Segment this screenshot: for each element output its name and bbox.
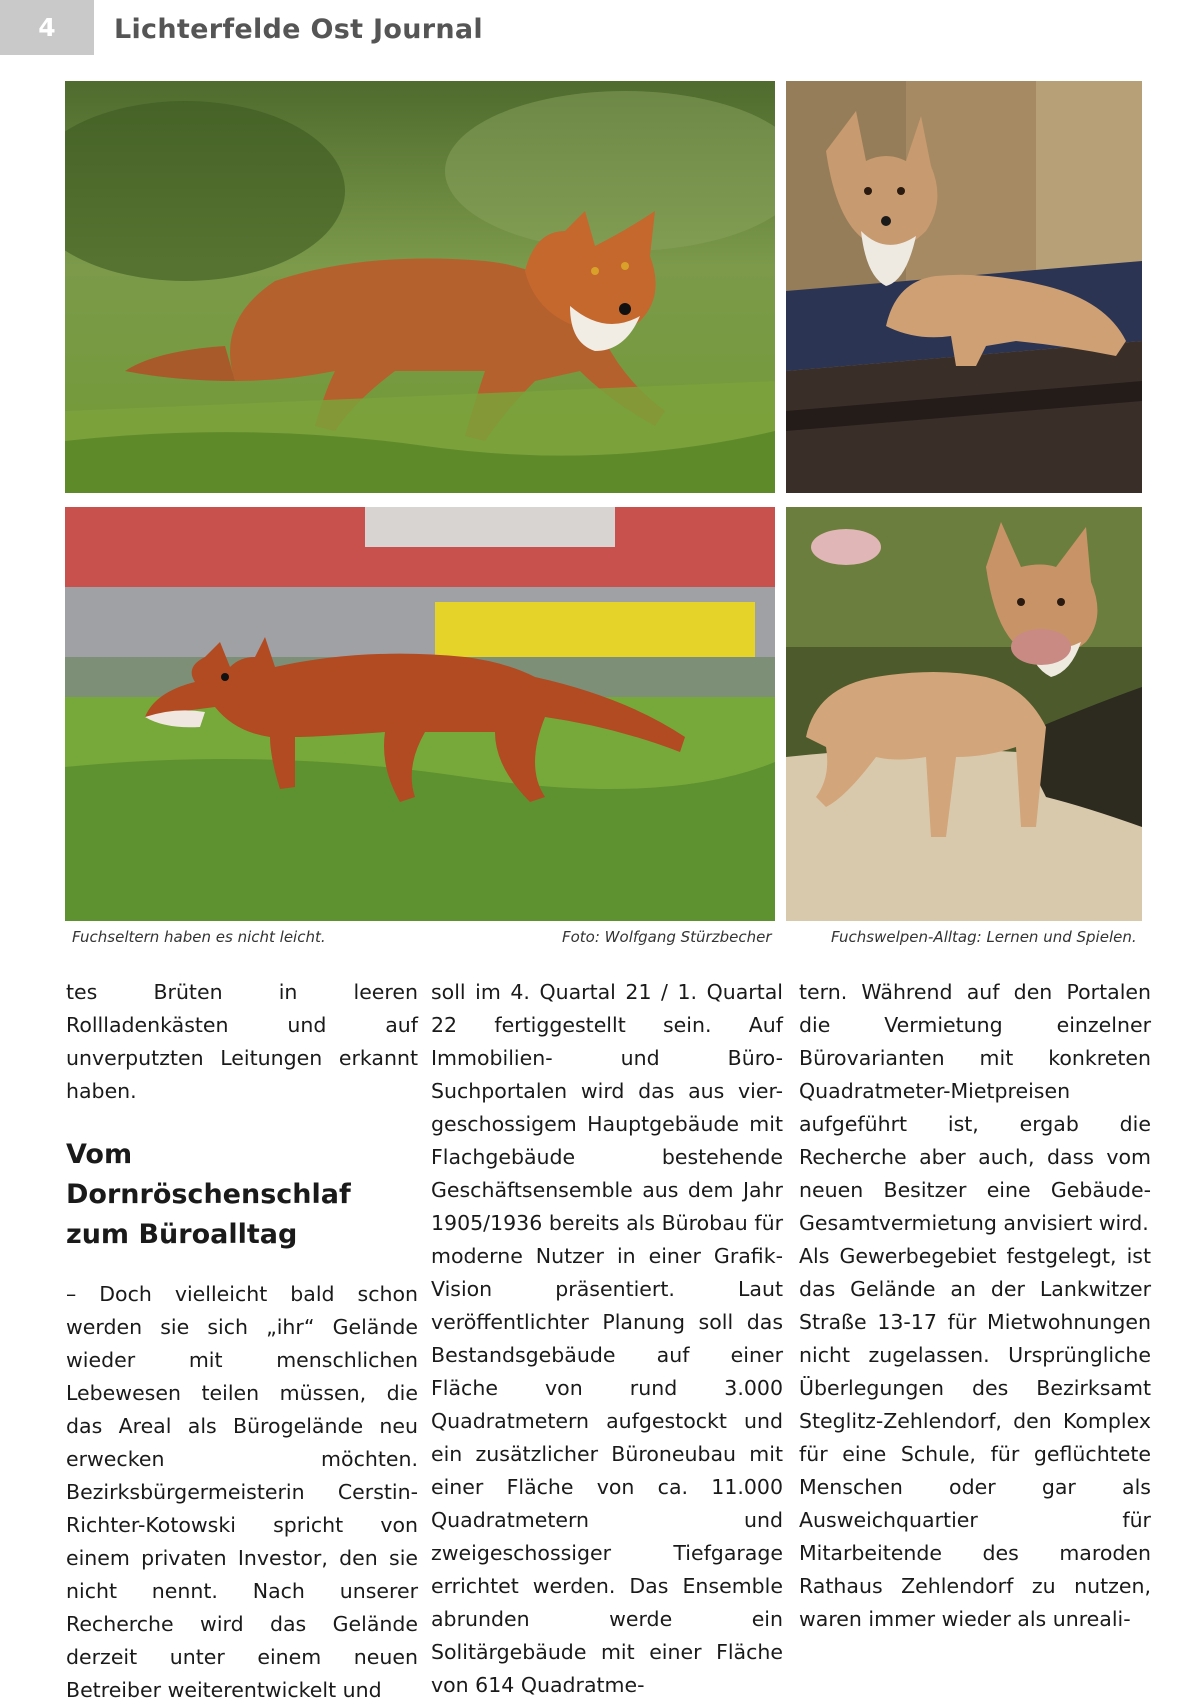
photo-fox-cub-toy bbox=[786, 507, 1142, 921]
caption-right: Fuchswelpen-Alltag: Lernen und Spielen. bbox=[831, 928, 1137, 946]
fox-adult-image bbox=[65, 81, 775, 493]
col2-body: soll im 4. Quartal 21 / 1. Quartal 22 fertiggestellt sein. Auf Immobilien- und Büro-Suchportalen wird das aus vier-geschossigem Hauptgebäude mit Flachgebäude bestehende Geschäftsensemble aus dem Jahr 1905/1936 bereits als Bürobau für moderne Nutzer in einer Grafik-Vision präsentiert. Laut veröffentlichter Planung soll das Bestandsgebäude auf einer Fläche von rund 3.000 Quadratmetern aufgestockt und ein zusätzlicher Büroneubau mit einer Fläche von ca. 11.000 Quadratmetern und zweigeschossiger Tiefgarage errichtet werden. Das Ensemble abrunden werde ein Solitärgebäude mit einer Fläche von 614 Quadratme- bbox=[431, 980, 783, 1697]
fox-cub-toy-image bbox=[786, 507, 1142, 921]
fox-prey-image bbox=[65, 507, 775, 921]
page-number: 4 bbox=[0, 0, 94, 55]
col1-body: – Doch vielleicht bald schon werden sie sich „ihr“ Gelände wieder mit menschlichen Lebewesen teilen müssen, die das Areal als Bürogelände neu erwecken möchten. Bezirksbürgermeisterin Cerstin-Richter-Kotowski spricht von einem privaten Investor, den sie nicht nennt. Nach unserer Recherche wird das Gelände derzeit unter einem neuen Betreiber weiterentwickelt und bbox=[66, 1282, 418, 1702]
fox-cub-image bbox=[786, 81, 1142, 493]
photo-fox-with-prey bbox=[65, 507, 775, 921]
photo-fox-cub-container bbox=[786, 81, 1142, 493]
col1-intro: tes Brüten in leeren Rollladenkästen und auf unverputzten Leitungen erkannt haben. bbox=[66, 980, 418, 1103]
article-column-2 bbox=[431, 976, 783, 1702]
photo-adult-fox bbox=[65, 81, 775, 493]
journal-title: Lichterfelde Ost Journal bbox=[114, 14, 483, 45]
article-column-1 bbox=[66, 976, 418, 1707]
article-column-3 bbox=[799, 976, 1151, 1636]
caption-left: Fuchseltern haben es nicht leicht. bbox=[72, 928, 326, 946]
col3-paragraph-2: Als Gewerbegebiet festgelegt, ist das Gelände an der Lankwitzer Straße 13-17 für Mietwohnungen nicht zugelassen. Ursprüngliche Überlegungen des Bezirksamt Steglitz-Zehlendorf, den Komplex für eine Schule, für geflüchtete Menschen oder gar als Ausweichquartier für Mitarbeitende des maroden Rathaus Zehlendorf zu nutzen, waren immer wieder als unreali- bbox=[799, 1244, 1151, 1631]
col3-paragraph-1: tern. Während auf den Portalen die Vermietung einzelner Bürovarianten mit konkreten Quadratmeter-Mietpreisen aufgeführt ist, ergab die Recherche aber auch, dass vom neuen Besitzer eine Gebäude-Gesamtvermietung anvisiert wird. bbox=[799, 980, 1151, 1235]
article-heading: Vom Dornröschenschlaf zum Büroalltag bbox=[66, 1139, 351, 1250]
photo-credit: Foto: Wolfgang Stürzbecher bbox=[562, 928, 772, 946]
